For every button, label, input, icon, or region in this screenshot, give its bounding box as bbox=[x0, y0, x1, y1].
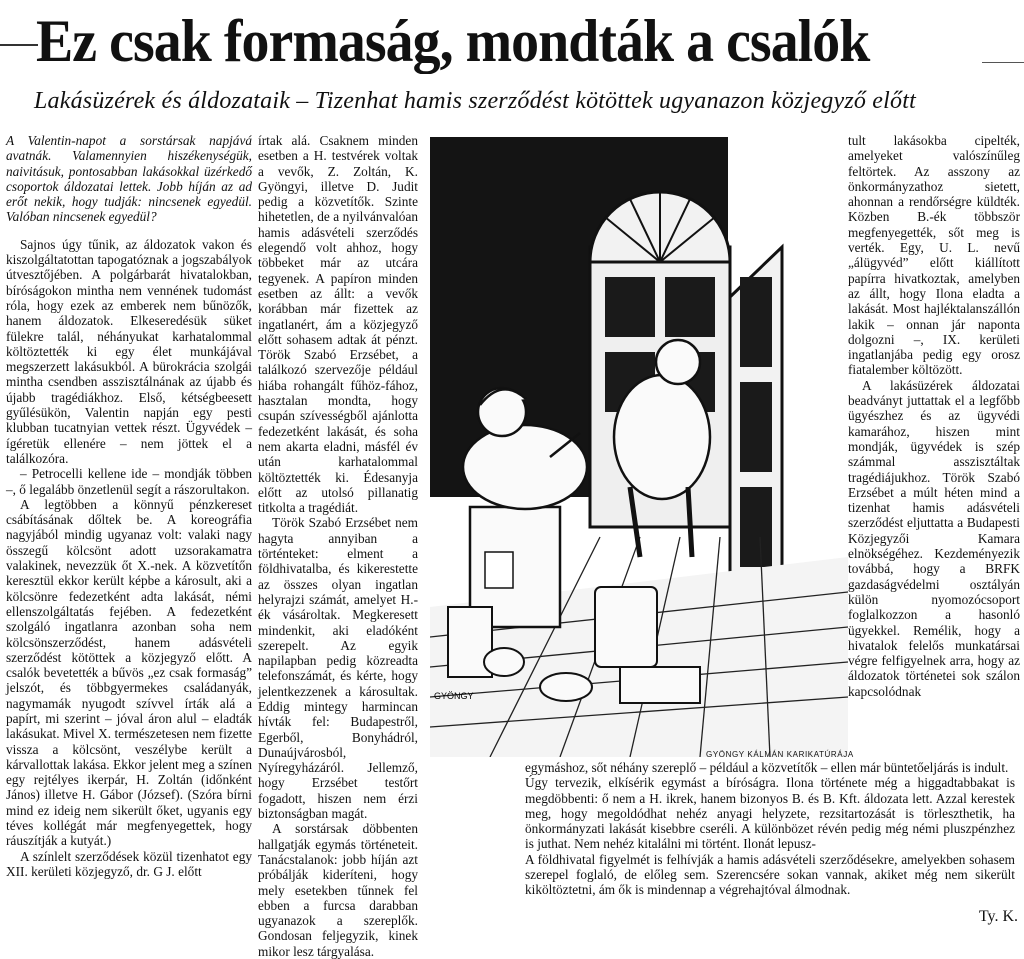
paragraph: Török Szabó Erzsébet nem hagyta annyiban a történteket: elment a földhivatalba, és kikerestette az összes olyan ingatlan helyrajzi számát, amelyet H.-ék vásároltak. Megkeresett mindenkit, aki eladóként szerepelt. Az egyik napilapban pedig közreadta telefonszámát, és kérte, hogy jelentkezzenek a károsultak. Eddig mintegy harmincan hívták fel: Budapestről, Egerből, Bonyhádról, Dunaújvárosból, Nyíregyházáról. Jellemző, hogy Erzsébet testőrt fogadott, hiszen nem érzi biztonságban magát. bbox=[258, 515, 418, 822]
paragraph: tult lakásokba cipelték, amelyeket valószínűleg feltörtek. Az asszony az önkormányzathoz sietett, ahonnan a rendőrségre küldték. Közben B.-ék többször megfenyegették, sőt meg is verték. Egy, U. L. nevű „álügyvéd” előtt kiállított papírra hivatkoztak, amelyben az állt, hogy Ilona eladta a lakását. Most hajléktalanszállón lakik – onnan jár naponta dolgozni –, IX. kerületi ingatlanjába pedig egy orosz fiatalember költözött. bbox=[848, 133, 1020, 378]
bottom-text-block bbox=[525, 760, 1015, 898]
paragraph: Sajnos úgy tűnik, az áldozatok vakon és kiszolgáltatottan tapogatóznak a jogszabályok útvesztőjében. A polgárbarát hivatalokban, bíróságokon mintha nem vennének tudomást róla, hogy ezek az emberek nem bűnözők, hanem áldozatok. Elkeseredésük süket fülekre talál, néhányukat karhatalommal költöztették ki egy élet munkájával megszerzett lakásukból. A bürokrácia szolgái mintha csendben asszisztálnának az újabb és újabb tragédiákhoz. Első, kétségbeesett gyűlésükön, Valentin napján egy pesti klubban tucatnyian vettek részt. Ügyvédek – ígéretük ellenére – nem jöttek el a találkozóra. bbox=[6, 236, 252, 466]
column-2 bbox=[258, 133, 418, 959]
paragraph: egymáshoz, sőt néhány szereplő – például a közvetítők – ellen már büntetőeljárás is indult. bbox=[525, 760, 1009, 775]
article-subtitle: Lakásüzérek és áldozataik – Tizenhat hamis szerződést kötöttek ugyanazon közjegyző előtt bbox=[34, 88, 916, 114]
column-3 bbox=[848, 133, 1020, 699]
paragraph: Úgy tervezik, elkísérik egymást a bíróságra. Ilona története még a higgadtabbakat is megdöbbenti: ő nem a H. ikrek, hanem bizonyos B. és B. Kft. áldozata lett. Azzal kerestek meg, hogy megoldódhat nehéz anyagi helyzete, rezsitartozását is törleszthetik, ha önkormányzati lakását kisebbre cseréli. A különbözet révén pedig még némi pluszpénzhez is juthat. Nem nehéz kitalálni mi történt. Ilonát lepusz- bbox=[525, 775, 1015, 852]
article-title: Ez csak formaság, mondták a csalók bbox=[36, 8, 870, 74]
quote-paragraph: – Petrocelli kellene ide – mondják többen –, ő legalább önzetlenül segít a rászorultakon. bbox=[6, 466, 252, 497]
author-byline: Ty. K. bbox=[978, 908, 1018, 925]
headline-rule-right bbox=[982, 62, 1024, 63]
paragraph: A lakásüzérek áldozatai beadványt juttattak el a legfőbb ügyészhez és az ügyvédi kamarához, hiszen mint mondják, ügyvédek is szép számmal asszisztáltak tragédiájukhoz. Török Szabó Erzsébet a múlt héten mind a tizenhat hamis adásvételi szerződést eljuttatta a Budapesti Közjegyzői Kamara elnökségéhez. Kezdeményezik továbbá, hogy a BRFK gazdaságvédelmi osztályán külön nyomozócsoport foglalkozzon a hasonló ügyekkel. Remélik, hogy a hivatalok felelős munkatársai végre felfigyelnek arra, hogy az áldozatok történetei sok szálon kapcsolódnak bbox=[848, 377, 1020, 699]
lead-paragraph: A Valentin-napot a sorstársak napjává avatnák. Valamennyien hiszékenységük, naivitásuk, pontosabban lakásokkal üzérkedő csoportok áldozatai lettek. Jobb híján az ad erőt nekik, hogy tudják: nincsenek egyedül. Valóban nincsenek egyedül? bbox=[6, 133, 252, 225]
paragraph: A földhivatal figyelmét is felhívják a hamis adásvételi szerződésekre, amelyekben sohasem szerepel foglaló, de előleg sem. Szerencsére sokan vannak, akiket még nem sikerült kiköltöztetni, ám ők is mindennap a végrehajtóval álmodnak. bbox=[525, 851, 1015, 898]
paragraph: A legtöbben a könnyű pénzkereset csábításának dőltek be. A koreográfia nagyjából mindig ugyanaz volt: valaki nagy összegű kölcsönt adott uzsorakamatra valakinek, nevezzük őt X.-nek. A közvetítőn keresztül ekkor került képbe a károsult, aki a kölcsönre fedezetként adta lakását, némi ellenszolgáltatás fejében. A fedezetként szolgáló ingatlanra azonban soha nem kölcsönszerződést, hanem adásvételi szerződést kötöttek a közjegyző előtt. A csalók bevetették a bűvös „ez csak formaság” jelszót, és többgyermekes családanyák, nagymamák nyugodt szívvel írták alá a papírt, mi szerint – jóval áron alul – eladták lakásukat. Mivel X. természetesen nem fizette vissza a kölcsönt, veszélybe került a kárvallottak lakása. Ekkor jelent meg a színen egy rejtélyes ikerpár, H. Zoltán (időnként János) illetve H. Gábor (József). (Szóra bírni mind ez ideig nem sikerült őket, ugyanis egy téves kollégát már megfenyegettek, hogy ráuszítják a kutyát.) bbox=[6, 496, 252, 849]
paragraph: A színlelt szerződések közül tizenhatot egy XII. kerületi közjegyző, dr. G J. előtt bbox=[6, 848, 252, 879]
cartoon-illustration bbox=[430, 137, 848, 757]
cartoon-signature: GYÖNGY bbox=[434, 691, 474, 701]
headline bbox=[0, 2, 1024, 114]
column-1 bbox=[6, 133, 252, 879]
headline-rule-left bbox=[0, 44, 38, 46]
cartoon-caption: GYÖNGY KÁLMÁN KARIKATÚRÁJA bbox=[706, 750, 854, 759]
paragraph: A sorstársak döbbenten hallgatják egymás történeteit. Tanácstalanok: jobb híján azt próbálják kideríteni, hogy mely esetekben tűnnek fel ebben a furcsa darabban ugyanazok a szereplők. Gondosan feljegyzik, kinek mikor lesz tárgyalása. bbox=[258, 821, 418, 959]
paragraph: írtak alá. Csaknem minden esetben a H. testvérek voltak a vevők, Z. Zoltán, K. Gyöngyi, illetve D. Judit pedig a közvetítők. Szinte hihetetlen, de a nyilvánvalóan hamis adásvételi szerződés elegendő volt ahhoz, hogy többeket már az utcára tegyenek. A papíron minden esetben az állt: a vevők korábban már fizettek az ingatlanért, ám a közjegyző előtt sohasem adtak át pénzt. Török Szabó Erzsébet, a találkozó szervezője például hiába rohangált fűhöz-fához, hasztalan mondta, hogy csupán szívességből ajánlotta fedezetként lakását, és soha nem akarta eladni, másfél év után karhatalommal költöztették ki. Édesanyja előtt az utolsó pillanatig titkolta a tragédiát. bbox=[258, 133, 418, 516]
